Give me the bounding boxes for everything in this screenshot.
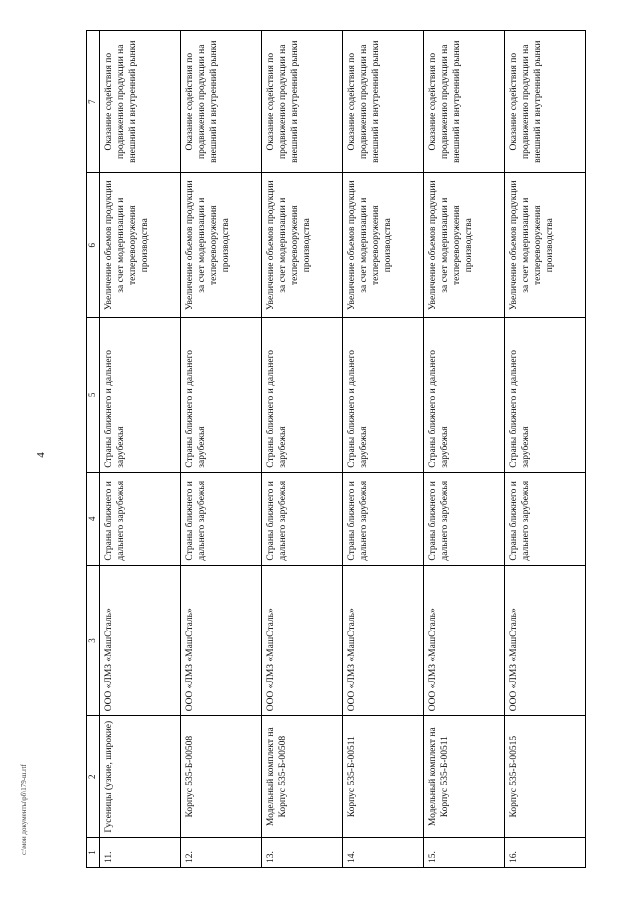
header-col-3: 3 bbox=[87, 565, 100, 716]
product-name: Модельный комплект на Корпус 535-Б-00511 bbox=[424, 716, 505, 838]
support-measure: Оказание содействия по продвижению продукции на внешний и внутренний рынки bbox=[262, 31, 343, 173]
row-number: 15. bbox=[424, 838, 505, 868]
markets-short: Страны ближнего и дальнего зарубежья bbox=[424, 472, 505, 565]
header-col-7: 7 bbox=[87, 31, 100, 173]
markets: Страны ближнего и дальнего зарубежья bbox=[181, 317, 262, 472]
product-name: Корпус 535-Б-00515 bbox=[505, 716, 586, 838]
table-row bbox=[343, 31, 424, 868]
manufacturer: ООО «ЛМЗ «МашСталь» bbox=[100, 565, 181, 716]
manufacturer: ООО «ЛМЗ «МашСталь» bbox=[343, 565, 424, 716]
row-number: 14. bbox=[343, 838, 424, 868]
product-name: Корпус 535-Б-00508 bbox=[181, 716, 262, 838]
header-col-6: 6 bbox=[87, 173, 100, 317]
markets: Страны ближнего и дальнего зарубежья bbox=[100, 317, 181, 472]
goal: Увеличение объемов продукции за счет модернизации и техперевооружения производства bbox=[262, 173, 343, 317]
table-row bbox=[100, 31, 181, 868]
header-col-1: 1 bbox=[87, 838, 100, 868]
product-name: Корпус 535-Б-00511 bbox=[343, 716, 424, 838]
manufacturer: ООО «ЛМЗ «МашСталь» bbox=[181, 565, 262, 716]
table-row bbox=[181, 31, 262, 868]
table-row bbox=[424, 31, 505, 868]
goal: Увеличение объемов продукции за счет модернизации и техперевооружения производства bbox=[424, 173, 505, 317]
table-row bbox=[505, 31, 586, 868]
markets-short: Страны ближнего и дальнего зарубежья bbox=[262, 472, 343, 565]
support-measure: Оказание содействия по продвижению продукции на внешний и внутренний рынки bbox=[424, 31, 505, 173]
row-number: 16. bbox=[505, 838, 586, 868]
support-measure: Оказание содействия по продвижению продукции на внешний и внутренний рынки bbox=[343, 31, 424, 173]
goal: Увеличение объемов продукции за счет модернизации и техперевооружения производства bbox=[181, 173, 262, 317]
markets-short: Страны ближнего и дальнего зарубежья bbox=[343, 472, 424, 565]
product-name: Модельный комплект на Корпус 535-Б-00508 bbox=[262, 716, 343, 838]
manufacturer: ООО «ЛМЗ «МашСталь» bbox=[424, 565, 505, 716]
support-measure: Оказание содействия по продвижению продукции на внешний и внутренний рынки bbox=[181, 31, 262, 173]
markets: Страны ближнего и дальнего зарубежья bbox=[505, 317, 586, 472]
support-measure: Оказание содействия по продвижению продукции на внешний и внутренний рынки bbox=[100, 31, 181, 173]
row-number: 13. bbox=[262, 838, 343, 868]
header-col-5: 5 bbox=[87, 317, 100, 472]
markets: Страны ближнего и дальнего зарубежья bbox=[424, 317, 505, 472]
goal: Увеличение объемов продукции за счет модернизации и техперевооружения производства bbox=[343, 173, 424, 317]
markets-short: Страны ближнего и дальнего зарубежья bbox=[100, 472, 181, 565]
product-table bbox=[86, 30, 586, 868]
markets-short: Страны ближнего и дальнего зарубежья bbox=[181, 472, 262, 565]
goal: Увеличение объемов продукции за счет модернизации и техперевооружения производства bbox=[505, 173, 586, 317]
row-number: 12. bbox=[181, 838, 262, 868]
page-number: 4 bbox=[34, 452, 47, 458]
support-measure: Оказание содействия по продвижению продукции на внешний и внутренний рынки bbox=[505, 31, 586, 173]
markets-short: Страны ближнего и дальнего зарубежья bbox=[505, 472, 586, 565]
footer-file-path: c:\мои документы\рб\179-ш.rtf bbox=[20, 764, 28, 855]
row-number: 11. bbox=[100, 838, 181, 868]
product-name: Гусеницы (узкие, широкие) bbox=[100, 716, 181, 838]
markets: Страны ближнего и дальнего зарубежья bbox=[262, 317, 343, 472]
manufacturer: ООО «ЛМЗ «МашСталь» bbox=[262, 565, 343, 716]
manufacturer: ООО «ЛМЗ «МашСталь» bbox=[505, 565, 586, 716]
rotated-table-container bbox=[86, 30, 586, 868]
markets: Страны ближнего и дальнего зарубежья bbox=[343, 317, 424, 472]
header-col-2: 2 bbox=[87, 716, 100, 838]
table-header-row bbox=[87, 31, 100, 868]
header-col-4: 4 bbox=[87, 472, 100, 565]
table-row bbox=[262, 31, 343, 868]
goal: Увеличение объемов продукции за счет модернизации и техперевооружения производства bbox=[100, 173, 181, 317]
